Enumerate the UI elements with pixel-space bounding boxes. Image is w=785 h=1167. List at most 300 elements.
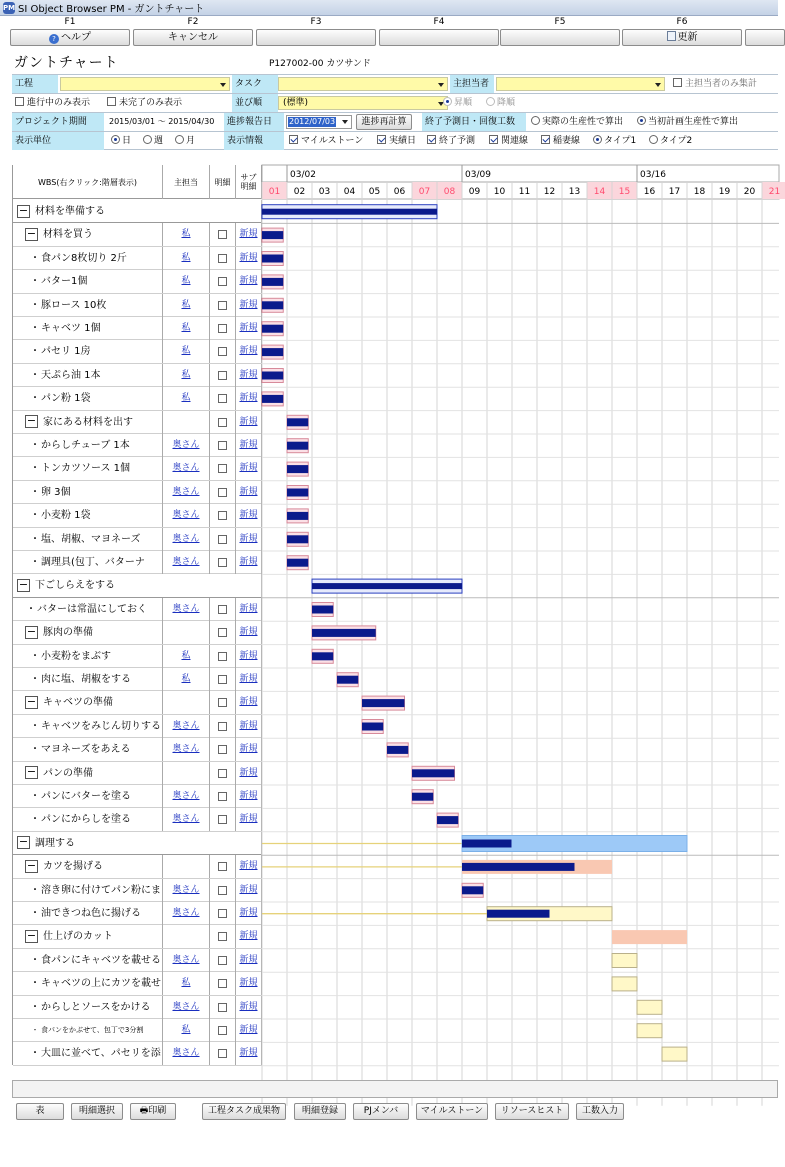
actual-prod-label: 実際の生産性で算出 xyxy=(542,117,624,127)
wbs-name-cell[interactable] xyxy=(13,411,163,434)
owner-link[interactable]: 奥さん xyxy=(163,1042,210,1065)
collapse-toggle-icon[interactable]: − xyxy=(26,928,37,942)
owner-link[interactable]: 奥さん xyxy=(163,785,210,808)
wbs-row[interactable] xyxy=(13,996,262,1019)
radio[interactable] xyxy=(531,116,540,125)
detail-checkbox[interactable] xyxy=(218,675,227,684)
wbs-name-cell[interactable] xyxy=(13,715,163,738)
detail-checkbox[interactable] xyxy=(218,1049,227,1058)
task-progress xyxy=(437,816,458,824)
new-subdetail-link[interactable]: 新規 xyxy=(236,1042,262,1065)
type2-radio[interactable] xyxy=(646,132,702,150)
detail-cell xyxy=(210,645,236,668)
checkbox[interactable] xyxy=(377,135,386,144)
owner-link[interactable]: 私 xyxy=(163,972,210,995)
wbs-name: 食パンをかぶせて、包丁で3分割 xyxy=(41,1026,144,1034)
collapse-toggle-icon[interactable]: − xyxy=(26,624,37,638)
wbs-row[interactable] xyxy=(13,832,262,855)
new-subdetail-link[interactable]: 新規 xyxy=(236,364,262,387)
owner-link[interactable]: 私 xyxy=(163,364,210,387)
bullet-icon: ・ xyxy=(26,603,36,615)
type2-label: タイプ2 xyxy=(660,136,693,146)
checkbox[interactable] xyxy=(107,97,116,106)
owner-select[interactable] xyxy=(496,77,665,91)
wbs-row[interactable] xyxy=(13,551,262,574)
wbs-name-cell[interactable] xyxy=(13,645,163,668)
new-subdetail-link[interactable]: 新規 xyxy=(236,411,262,434)
owner-link[interactable]: 私 xyxy=(163,294,210,317)
update-button[interactable] xyxy=(622,29,742,46)
wbs-name: 食パンにキャベツを載せる xyxy=(41,954,161,966)
wbs-row[interactable] xyxy=(13,762,262,785)
new-subdetail-link[interactable]: 新規 xyxy=(236,481,262,504)
new-subdetail-link[interactable]: 新規 xyxy=(236,317,262,340)
type1-radio[interactable] xyxy=(590,132,646,150)
wbs-row[interactable] xyxy=(13,528,262,551)
sort-select[interactable] xyxy=(278,96,448,110)
detail-checkbox[interactable] xyxy=(218,698,227,707)
owner-link[interactable]: 奥さん xyxy=(163,808,210,831)
update-button-label: 更新 xyxy=(677,32,698,43)
detail-cell xyxy=(210,762,236,785)
unit-day-label: 日 xyxy=(122,136,132,146)
radio[interactable] xyxy=(175,135,184,144)
new-subdetail-link[interactable]: 新規 xyxy=(236,621,262,644)
owner-link[interactable]: 奥さん xyxy=(163,879,210,902)
detail-checkbox[interactable] xyxy=(218,301,227,310)
bottom-toolbar xyxy=(0,1103,778,1123)
detail-checkbox[interactable] xyxy=(218,324,227,333)
resource-hist-button[interactable]: リソースヒスト xyxy=(495,1103,569,1120)
new-subdetail-link[interactable]: 新規 xyxy=(236,808,262,831)
detail-checkbox[interactable] xyxy=(218,886,227,895)
milestone-button[interactable]: マイルストーン xyxy=(416,1103,488,1120)
detail-checkbox[interactable] xyxy=(218,722,227,731)
owner-link[interactable]: 奥さん xyxy=(163,949,210,972)
new-subdetail-link[interactable]: 新規 xyxy=(236,925,262,948)
collapse-toggle-icon[interactable]: − xyxy=(26,226,37,240)
wbs-name: 塩、胡椒、マヨネーズ xyxy=(41,533,141,545)
actual-date-toggle[interactable] xyxy=(374,132,424,150)
detail-cell xyxy=(210,551,236,574)
task-progress xyxy=(262,395,283,403)
wbs-name: キャベツの上にカツを載せ xyxy=(41,978,161,990)
collapse-toggle-icon[interactable]: − xyxy=(18,835,29,849)
wbs-name-cell[interactable] xyxy=(13,902,163,925)
wbs-name-cell[interactable] xyxy=(13,855,163,878)
wbs-name-cell[interactable] xyxy=(13,1042,163,1065)
report-date-field[interactable] xyxy=(286,115,352,129)
wbs-row[interactable] xyxy=(13,223,262,246)
task-progress xyxy=(287,489,308,497)
new-subdetail-link[interactable]: 新規 xyxy=(236,340,262,363)
detail-checkbox[interactable] xyxy=(218,347,227,356)
collapse-toggle-icon[interactable]: − xyxy=(26,765,37,779)
new-subdetail-link[interactable]: 新規 xyxy=(236,715,262,738)
owner-link[interactable]: 奥さん xyxy=(163,715,210,738)
wbs-name: パンにバターを塗る xyxy=(41,791,131,802)
wbs-name-cell[interactable] xyxy=(13,668,163,691)
owner-link[interactable]: 奥さん xyxy=(163,457,210,480)
task-select[interactable] xyxy=(278,77,448,91)
wbs-row[interactable] xyxy=(13,621,262,644)
radio[interactable] xyxy=(111,135,120,144)
day-label: 04 xyxy=(343,187,356,197)
day-label: 06 xyxy=(393,187,406,197)
wbs-name-cell[interactable] xyxy=(13,832,262,855)
wbs-name-cell[interactable] xyxy=(13,387,163,410)
detail-cell xyxy=(210,715,236,738)
detail-checkbox[interactable] xyxy=(218,230,227,239)
detail-checkbox[interactable] xyxy=(218,628,227,637)
planned-prod-label: 当初計画生産性で算出 xyxy=(648,117,739,127)
detail-checkbox[interactable] xyxy=(218,394,227,403)
new-subdetail-link[interactable]: 新規 xyxy=(236,691,262,714)
owner-link[interactable]: 奥さん xyxy=(163,528,210,551)
wbs-row[interactable] xyxy=(13,645,262,668)
wbs-name-cell[interactable] xyxy=(13,621,163,644)
print-button[interactable] xyxy=(130,1103,176,1120)
detail-checkbox[interactable] xyxy=(218,371,227,380)
detail-checkbox[interactable] xyxy=(218,558,227,567)
wbs-row[interactable] xyxy=(13,949,262,972)
collapse-toggle-icon[interactable]: − xyxy=(26,858,37,872)
detail-checkbox[interactable] xyxy=(218,535,227,544)
new-subdetail-link[interactable]: 新規 xyxy=(236,949,262,972)
detail-cell xyxy=(210,925,236,948)
radio[interactable] xyxy=(486,97,495,106)
task-progress xyxy=(362,699,405,707)
fkey-label: F3 xyxy=(310,17,322,27)
bullet-icon: ・ xyxy=(30,440,40,451)
detail-checkbox[interactable] xyxy=(218,815,227,824)
collapse-toggle-icon[interactable]: − xyxy=(26,694,37,708)
owner-link[interactable]: 私 xyxy=(163,247,210,270)
f7-button[interactable] xyxy=(745,29,785,46)
radio[interactable] xyxy=(143,135,152,144)
wbs-name-cell[interactable] xyxy=(13,223,163,246)
new-subdetail-link[interactable]: 新規 xyxy=(236,270,262,293)
owner-link[interactable]: 奥さん xyxy=(163,996,210,1019)
incomplete-only-toggle[interactable] xyxy=(104,94,230,112)
new-subdetail-link[interactable]: 新規 xyxy=(236,902,262,925)
wbs-row[interactable] xyxy=(13,387,262,410)
wbs-row[interactable] xyxy=(13,785,262,808)
wbs-name-cell[interactable] xyxy=(13,738,163,761)
wbs-name: 材料を買う xyxy=(43,229,93,241)
wbs-row[interactable] xyxy=(13,270,262,293)
detail-checkbox[interactable] xyxy=(218,909,227,918)
radio[interactable] xyxy=(637,116,646,125)
lightning-line-label: 稲妻線 xyxy=(553,136,581,146)
owner-link[interactable]: 私 xyxy=(163,340,210,363)
owner-link[interactable]: 奥さん xyxy=(163,481,210,504)
wbs-row[interactable] xyxy=(13,504,262,527)
wbs-name-cell[interactable] xyxy=(13,247,163,270)
cancel-button[interactable]: キャンセル xyxy=(133,29,253,46)
owner-link[interactable]: 奥さん xyxy=(163,504,210,527)
new-subdetail-link[interactable]: 新規 xyxy=(236,457,262,480)
relation-line-toggle[interactable] xyxy=(486,132,538,150)
task-progress xyxy=(262,231,283,239)
detail-checkbox[interactable] xyxy=(218,932,227,941)
wbs-name-cell[interactable] xyxy=(13,1019,163,1042)
wbs-row[interactable] xyxy=(13,574,262,597)
new-subdetail-link[interactable]: 新規 xyxy=(236,972,262,995)
wbs-name-cell[interactable] xyxy=(13,996,163,1019)
bullet-icon: ・ xyxy=(30,884,40,896)
wbs-name-cell[interactable] xyxy=(13,808,163,831)
detail-checkbox[interactable] xyxy=(218,277,227,286)
owner-link xyxy=(163,411,210,434)
new-subdetail-link[interactable]: 新規 xyxy=(236,645,262,668)
new-subdetail-link[interactable]: 新規 xyxy=(236,434,262,457)
new-subdetail-link[interactable]: 新規 xyxy=(236,223,262,246)
collapse-toggle-icon[interactable]: − xyxy=(18,577,29,591)
process-task-deliverable-button[interactable]: 工程タスク成果物 xyxy=(202,1103,286,1120)
checkbox[interactable] xyxy=(541,135,550,144)
wbs-name: 豚ロース 10枚 xyxy=(41,299,107,311)
end-forecast-toggle[interactable] xyxy=(424,132,486,150)
checkbox[interactable] xyxy=(427,135,436,144)
lightning-line-toggle[interactable] xyxy=(538,132,590,150)
day-label: 02 xyxy=(293,187,306,197)
f3-button[interactable] xyxy=(256,29,376,46)
wbs-row[interactable] xyxy=(13,340,262,363)
wbs-row[interactable] xyxy=(13,808,262,831)
wbs-row[interactable] xyxy=(13,457,262,480)
wbs-name: パン粉 1袋 xyxy=(41,393,91,405)
owner-link[interactable]: 奥さん xyxy=(163,902,210,925)
wbs-row[interactable] xyxy=(13,317,262,340)
new-subdetail-link[interactable]: 新規 xyxy=(236,387,262,410)
milestone-toggle[interactable] xyxy=(286,132,372,150)
owner-link[interactable]: 奥さん xyxy=(163,551,210,574)
wbs-row[interactable] xyxy=(13,855,262,878)
detail-cell xyxy=(210,387,236,410)
detail-checkbox[interactable] xyxy=(218,979,227,988)
new-subdetail-link[interactable]: 新規 xyxy=(236,996,262,1019)
wbs-row[interactable] xyxy=(13,1019,262,1042)
wbs-name-cell[interactable] xyxy=(13,528,163,551)
wbs-row[interactable] xyxy=(13,481,262,504)
detail-cell xyxy=(210,855,236,878)
detail-select-button[interactable]: 明細選択 xyxy=(71,1103,123,1120)
wbs-row[interactable] xyxy=(13,738,262,761)
desc-radio[interactable] xyxy=(483,94,527,112)
owner-link[interactable]: 私 xyxy=(163,668,210,691)
detail-register-button[interactable]: 明細登録 xyxy=(294,1103,346,1120)
bullet-icon: ・ xyxy=(30,276,40,288)
collapse-toggle-icon[interactable]: − xyxy=(18,203,29,217)
unit-day-radio[interactable] xyxy=(108,132,136,150)
col-wbs[interactable]: WBS(右クリック:階層表示) xyxy=(13,165,163,199)
planned-bar xyxy=(637,1024,662,1038)
wbs-row[interactable] xyxy=(13,247,262,270)
task-progress xyxy=(412,769,455,777)
owner-link[interactable]: 奥さん xyxy=(163,598,210,621)
checkbox[interactable] xyxy=(489,135,498,144)
wbs-name-cell[interactable] xyxy=(13,691,163,714)
owner-link[interactable]: 私 xyxy=(163,645,210,668)
collapse-toggle-icon[interactable]: − xyxy=(26,414,37,428)
detail-checkbox[interactable] xyxy=(218,792,227,801)
unit-week-radio[interactable] xyxy=(140,132,168,150)
wbs-row[interactable] xyxy=(13,668,262,691)
wbs-name-cell[interactable] xyxy=(13,481,163,504)
owner-link[interactable]: 奥さん xyxy=(163,434,210,457)
detail-checkbox[interactable] xyxy=(218,652,227,661)
detail-checkbox[interactable] xyxy=(218,1026,227,1035)
owner-only-toggle[interactable] xyxy=(670,75,778,93)
wbs-name: 油できつね色に揚げる xyxy=(41,908,141,919)
wbs-name-cell[interactable] xyxy=(13,879,163,902)
chevron-down-icon xyxy=(342,120,348,124)
new-subdetail-link[interactable]: 新規 xyxy=(236,1019,262,1042)
checkbox[interactable] xyxy=(15,97,24,106)
window-titlebar xyxy=(0,0,778,16)
wbs-name-cell[interactable] xyxy=(13,270,163,293)
detail-checkbox[interactable] xyxy=(218,254,227,263)
col-subdetail xyxy=(236,165,262,199)
actual-prod-radio[interactable] xyxy=(528,113,634,131)
checkbox[interactable] xyxy=(289,135,298,144)
bullet-icon: ・ xyxy=(30,720,40,732)
owner-link[interactable]: 私 xyxy=(163,1019,210,1042)
wbs-name-cell[interactable] xyxy=(13,317,163,340)
horizontal-scrollbar[interactable] xyxy=(12,1080,778,1098)
wbs-name: からしチューブ 1本 xyxy=(41,440,130,451)
new-subdetail-link[interactable]: 新規 xyxy=(236,762,262,785)
wbs-name-cell[interactable] xyxy=(13,504,163,527)
wbs-name-cell[interactable] xyxy=(13,434,163,457)
wbs-name-cell[interactable] xyxy=(13,785,163,808)
wbs-name-cell[interactable] xyxy=(13,574,262,597)
new-subdetail-link[interactable]: 新規 xyxy=(236,528,262,551)
detail-cell xyxy=(210,504,236,527)
wbs-row[interactable] xyxy=(13,200,262,223)
wbs-name-cell[interactable] xyxy=(13,457,163,480)
wbs-name: 豚肉の準備 xyxy=(43,627,93,639)
week-label: 03/09 xyxy=(465,170,491,180)
wbs-row[interactable] xyxy=(13,294,262,317)
wbs-row[interactable] xyxy=(13,1042,262,1065)
wbs-row[interactable] xyxy=(13,411,262,434)
wbs-name-cell[interactable] xyxy=(13,200,262,223)
new-subdetail-link[interactable]: 新規 xyxy=(236,855,262,878)
detail-checkbox[interactable] xyxy=(218,745,227,754)
detail-checkbox[interactable] xyxy=(218,1003,227,1012)
day-label: 05 xyxy=(368,187,381,197)
detail-checkbox[interactable] xyxy=(218,511,227,520)
checkbox[interactable] xyxy=(673,78,682,87)
help-button[interactable] xyxy=(10,29,130,46)
detail-cell xyxy=(210,364,236,387)
day-label: 15 xyxy=(618,187,631,197)
planned-prod-radio[interactable] xyxy=(634,113,778,131)
new-subdetail-link[interactable]: 新規 xyxy=(236,879,262,902)
unit-month-radio[interactable] xyxy=(172,132,212,150)
wbs-name-cell[interactable] xyxy=(13,972,163,995)
radio[interactable] xyxy=(443,97,452,106)
owner-link[interactable]: 私 xyxy=(163,387,210,410)
bullet-icon: ・ xyxy=(31,1026,39,1034)
fkey-f1 xyxy=(10,17,130,47)
app-icon: PM xyxy=(3,3,16,12)
wbs-name-cell[interactable] xyxy=(13,340,163,363)
fkey-f5 xyxy=(500,17,620,47)
wbs-row[interactable] xyxy=(13,434,262,457)
detail-checkbox[interactable] xyxy=(218,956,227,965)
wbs-row[interactable] xyxy=(13,691,262,714)
col-owner: 主担当 xyxy=(163,165,210,199)
wbs-name-cell[interactable] xyxy=(13,551,163,574)
wbs-name-cell[interactable] xyxy=(13,294,163,317)
table-button[interactable]: 表 xyxy=(16,1103,64,1120)
owner-link[interactable]: 私 xyxy=(163,270,210,293)
wbs-name-cell[interactable] xyxy=(13,598,163,621)
wbs-row[interactable] xyxy=(13,902,262,925)
wbs-row[interactable] xyxy=(13,715,262,738)
wbs-name-cell[interactable] xyxy=(13,762,163,785)
f5-button[interactable] xyxy=(500,29,620,46)
new-subdetail-link[interactable]: 新規 xyxy=(236,504,262,527)
f4-button[interactable] xyxy=(379,29,499,46)
new-subdetail-link[interactable]: 新規 xyxy=(236,785,262,808)
detail-checkbox[interactable] xyxy=(218,464,227,473)
detail-checkbox[interactable] xyxy=(218,418,227,427)
wbs-name: キャベツの準備 xyxy=(43,697,113,709)
radio[interactable] xyxy=(593,135,602,144)
wbs-name-cell[interactable] xyxy=(13,925,163,948)
owner-link[interactable]: 私 xyxy=(163,317,210,340)
pj-member-button[interactable]: PJメンバ xyxy=(353,1103,409,1120)
new-subdetail-link[interactable]: 新規 xyxy=(236,598,262,621)
new-subdetail-link[interactable]: 新規 xyxy=(236,668,262,691)
forecast-label: 終了予測日・回復工数 xyxy=(422,113,526,131)
wbs-row[interactable] xyxy=(13,598,262,621)
task-progress xyxy=(337,676,358,684)
week-label: 03/16 xyxy=(640,170,666,180)
new-subdetail-link[interactable]: 新規 xyxy=(236,294,262,317)
process-select[interactable] xyxy=(60,77,230,91)
detail-checkbox[interactable] xyxy=(218,488,227,497)
wbs-row[interactable] xyxy=(13,972,262,995)
owner-link[interactable]: 私 xyxy=(163,223,210,246)
wbs-row[interactable] xyxy=(13,925,262,948)
wbs-name-cell[interactable] xyxy=(13,949,163,972)
effort-input-button[interactable]: 工数入力 xyxy=(576,1103,624,1120)
milestone-label: マイルストーン xyxy=(301,136,364,146)
detail-checkbox[interactable] xyxy=(218,441,227,450)
wbs-row[interactable] xyxy=(13,364,262,387)
detail-checkbox[interactable] xyxy=(218,862,227,871)
wbs-name-cell[interactable] xyxy=(13,364,163,387)
radio[interactable] xyxy=(649,135,658,144)
new-subdetail-link[interactable]: 新規 xyxy=(236,551,262,574)
detail-checkbox[interactable] xyxy=(218,769,227,778)
owner-link[interactable]: 奥さん xyxy=(163,738,210,761)
asc-radio[interactable] xyxy=(440,94,484,112)
detail-checkbox[interactable] xyxy=(218,605,227,614)
wbs-row[interactable] xyxy=(13,879,262,902)
recalc-button[interactable]: 進捗再計算 xyxy=(356,114,412,130)
new-subdetail-link[interactable]: 新規 xyxy=(236,247,262,270)
new-subdetail-link[interactable]: 新規 xyxy=(236,738,262,761)
in-progress-only-toggle[interactable] xyxy=(12,94,104,112)
print-label: 印刷 xyxy=(148,1106,167,1116)
window-title: SI Object Browser PM - ガントチャート xyxy=(18,4,205,15)
